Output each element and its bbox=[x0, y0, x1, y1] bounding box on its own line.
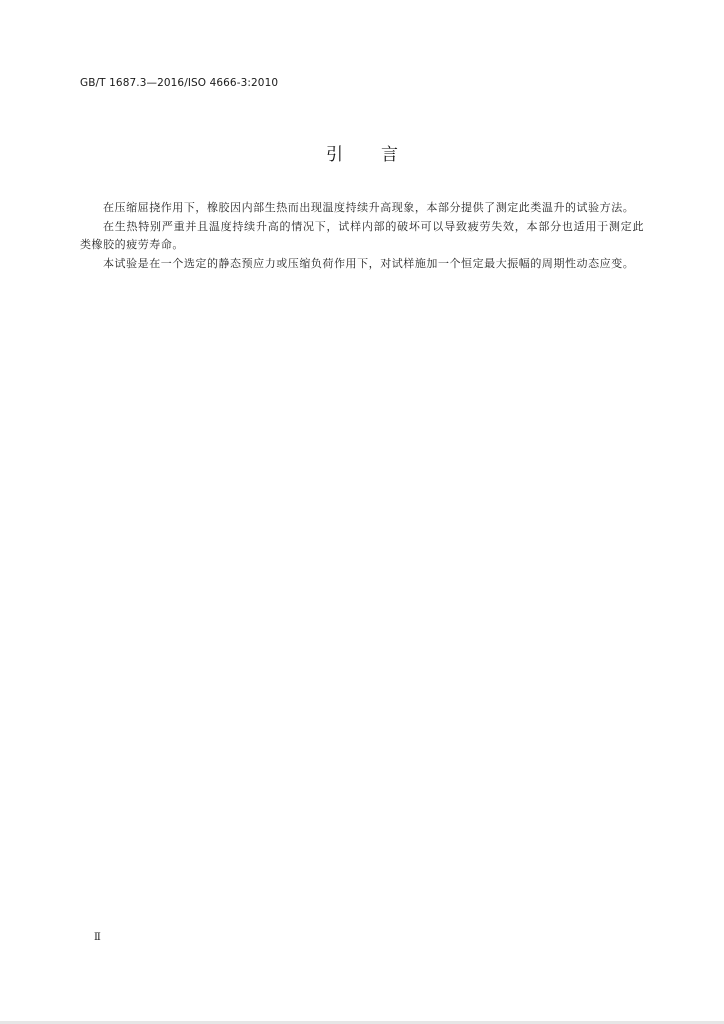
page-number: Ⅱ bbox=[94, 932, 101, 943]
paragraph-2: 在生热特别严重并且温度持续升高的情况下，试样内部的破坏可以导致疲劳失效，本部分也适用于测定此类橡胶的疲劳寿命。 bbox=[80, 219, 644, 251]
paragraph-1: 在压缩屈挠作用下，橡胶因内部生热而出现温度持续升高现象，本部分提供了测定此类温升的试验方法。 bbox=[103, 201, 635, 214]
paragraph-3: 本试验是在一个选定的静态预应力或压缩负荷作用下，对试样施加一个恒定最大振幅的周期性动态应变。 bbox=[103, 256, 635, 270]
body-text bbox=[80, 199, 644, 273]
standard-code-header: GB/T 1687.3—2016/ISO 4666-3:2010 bbox=[80, 77, 279, 89]
section-title: 引言 bbox=[326, 145, 436, 165]
